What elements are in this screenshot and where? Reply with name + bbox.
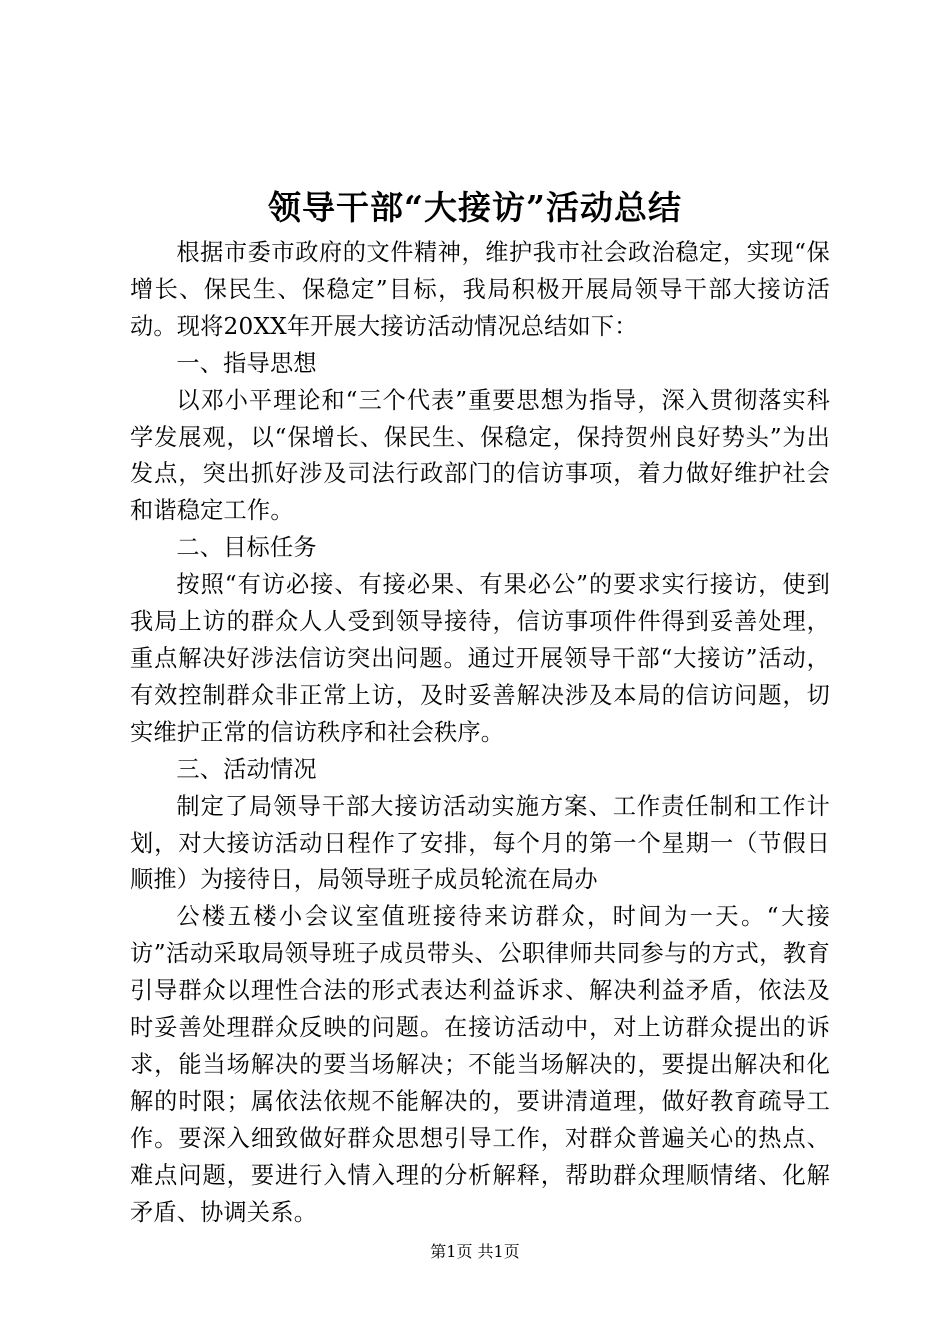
paragraph-intro: 根据市委市政府的文件精神，维护我市社会政治稳定，实现“保增长、保民生、保稳定”目标，我局积极开展局领导干部大接访活动。现将20XX年开展大接访活动情况总结如下：	[130, 239, 830, 340]
page-footer: 第1页 共1页	[430, 1242, 520, 1261]
paragraph-goals: 按照“有访必接、有接必果、有果必公”的要求实行接访，使到我局上访的群众人人受到领导接待，信访事项件件得到妥善处理，重点解决好涉法信访突出问题。通过开展领导干部“大接访”活动，有效控制群众非正常上访，及时妥善解决涉及本局的信访问题，切实维护正常的信访秩序和社会秩序。	[130, 571, 830, 746]
paragraph-guiding-ideology: 以邓小平理论和“三个代表”重要思想为指导，深入贯彻落实科学发展观，以“保增长、保民生、保稳定，保持贺州良好势头”为出发点，突出抓好涉及司法行政部门的信访事项，着力做好维护社会和谐稳定工作。	[130, 386, 830, 525]
section-heading-guiding-ideology: 一、指导思想	[176, 349, 317, 377]
paragraph-activities-1: 制定了局领导干部大接访活动实施方案、工作责任制和工作计划，对大接访活动日程作了安排，每个月的第一个星期一（节假日顺推）为接待日，局领导班子成员轮流在局办	[130, 792, 830, 894]
section-heading-activities: 三、活动情况	[176, 755, 317, 783]
document-title: 领导干部“大接访”活动总结	[268, 188, 682, 227]
section-heading-goals: 二、目标任务	[176, 534, 317, 562]
document-body	[130, 235, 830, 1231]
paragraph-activities-2: 公楼五楼小会议室值班接待来访群众，时间为一天。“大接访”活动采取局领导班子成员带头、公职律师共同参与的方式，教育引导群众以理性合法的形式表达利益诉求、解决利益矛盾，依法及时妥善处理群众反映的问题。在接访活动中，对上访群众提出的诉求，能当场解决的要当场解决；不能当场解决的，要提出解决和化解的时限；属依法依规不能解决的，要讲清道理，做好教育疏导工作。要深入细致做好群众思想引导工作，对群众普遍关心的热点、难点问题，要进行入情入理的分析解释，帮助群众理顺情绪、化解矛盾、协调关系。	[130, 903, 830, 1226]
